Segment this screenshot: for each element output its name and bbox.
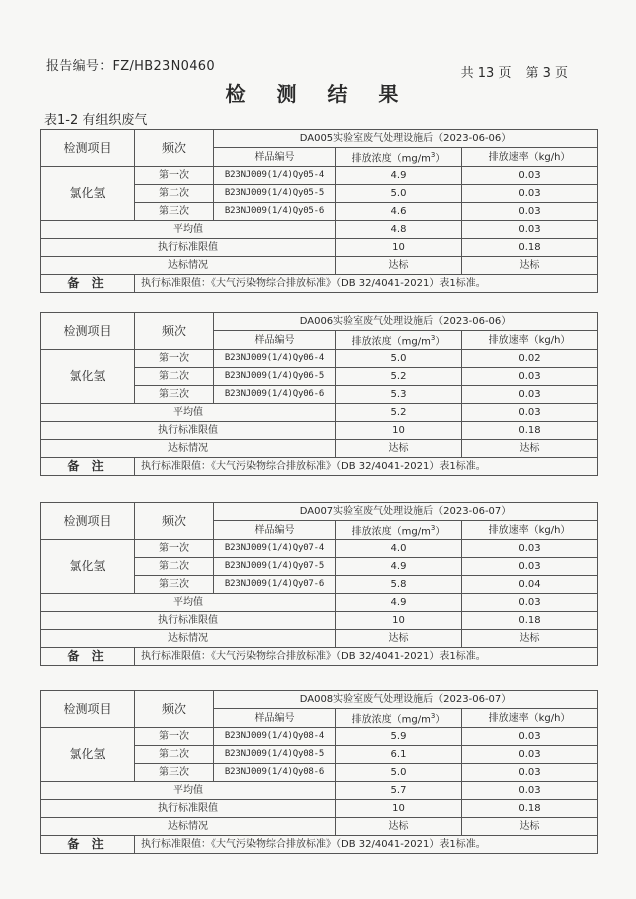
sample-no: B23NJ009(1/4)Qy06-5 (214, 368, 336, 386)
limit-concentration: 10 (336, 422, 462, 440)
header-concentration: 排放浓度$(mg/m^3)$ (336, 148, 462, 167)
limit-rate: 0.18 (462, 422, 598, 440)
status-row (41, 257, 598, 275)
status-rate: 达标 (462, 630, 598, 648)
table-header-row (41, 503, 598, 521)
header-rate: 排放速率（kg/h） (462, 148, 598, 167)
limit-label: 执行标准限值 (41, 612, 336, 630)
rate: 0.03 (462, 203, 598, 221)
status-row (41, 440, 598, 458)
frequency: 第一次 (135, 728, 214, 746)
rate: 0.02 (462, 350, 598, 368)
sample-no: B23NJ009(1/4)Qy05-4 (214, 167, 336, 185)
sample-no: B23NJ009(1/4)Qy06-4 (214, 350, 336, 368)
rate: 0.03 (462, 540, 598, 558)
status-concentration: 达标 (336, 257, 462, 275)
average-label: 平均值 (41, 221, 336, 239)
status-row (41, 630, 598, 648)
report-number: 报告编号：FZ/HB23N0460 (46, 59, 215, 74)
remark-row (41, 836, 598, 854)
header-rate: 排放速率（kg/h） (462, 331, 598, 350)
frequency: 第一次 (135, 540, 214, 558)
limit-concentration: 10 (336, 612, 462, 630)
table-header-row (41, 313, 598, 331)
header-concentration: 排放浓度$(mg/m^3)$ (336, 521, 462, 540)
remark-row (41, 275, 598, 293)
rate: 0.03 (462, 764, 598, 782)
concentration: 4.6 (336, 203, 462, 221)
table-row (41, 350, 598, 368)
status-label: 达标情况 (41, 257, 336, 275)
rate: 0.03 (462, 167, 598, 185)
limit-row (41, 612, 598, 630)
limit-label: 执行标准限值 (41, 422, 336, 440)
header-frequency: 频次 (135, 503, 214, 540)
frequency: 第一次 (135, 350, 214, 368)
item-name: 氯化氢 (41, 167, 135, 221)
header-sample-no: 样品编号 (214, 521, 336, 540)
header-item: 检测项目 (41, 313, 135, 350)
average-label: 平均值 (41, 782, 336, 800)
table-header-row (41, 691, 598, 709)
group-header: DA007实验室废气处理设施后（2023-06-07） (214, 503, 598, 521)
header-frequency: 频次 (135, 691, 214, 728)
item-name: 氯化氢 (41, 540, 135, 594)
status-label: 达标情况 (41, 630, 336, 648)
concentration: 5.0 (336, 350, 462, 368)
table-header-row (41, 130, 598, 148)
header-sample-no: 样品编号 (214, 709, 336, 728)
average-concentration: 5.7 (336, 782, 462, 800)
remark-text: 执行标准限值：《大气污染物综合排放标准》（DB 32/4041-2021）表1标准。 (135, 648, 598, 666)
remark-label: 备 注 (41, 648, 135, 666)
result-table (40, 690, 598, 854)
sample-no: B23NJ009(1/4)Qy05-6 (214, 203, 336, 221)
status-label: 达标情况 (41, 440, 336, 458)
concentration: 5.3 (336, 386, 462, 404)
average-rate: 0.03 (462, 404, 598, 422)
average-label: 平均值 (41, 404, 336, 422)
sample-no: B23NJ009(1/4)Qy07-6 (214, 576, 336, 594)
table-caption: 表1-2 有组织废气 (44, 113, 148, 128)
concentration: 4.9 (336, 167, 462, 185)
status-concentration: 达标 (336, 630, 462, 648)
average-concentration: 4.9 (336, 594, 462, 612)
header-concentration: 排放浓度$(mg/m^3)$ (336, 331, 462, 350)
status-label: 达标情况 (41, 818, 336, 836)
header-frequency: 频次 (135, 130, 214, 167)
group-header: DA006实验室废气处理设施后（2023-06-06） (214, 313, 598, 331)
average-row (41, 782, 598, 800)
remark-label: 备 注 (41, 275, 135, 293)
average-concentration: 4.8 (336, 221, 462, 239)
concentration: 5.2 (336, 368, 462, 386)
frequency: 第三次 (135, 764, 214, 782)
status-rate: 达标 (462, 818, 598, 836)
limit-rate: 0.18 (462, 239, 598, 257)
sample-no: B23NJ009(1/4)Qy05-5 (214, 185, 336, 203)
concentration: 4.9 (336, 558, 462, 576)
remark-row (41, 648, 598, 666)
header-item: 检测项目 (41, 691, 135, 728)
limit-row (41, 239, 598, 257)
concentration: 5.0 (336, 185, 462, 203)
item-name: 氯化氢 (41, 728, 135, 782)
frequency: 第三次 (135, 203, 214, 221)
result-table (40, 502, 598, 666)
sample-no: B23NJ009(1/4)Qy06-6 (214, 386, 336, 404)
sample-no: B23NJ009(1/4)Qy07-4 (214, 540, 336, 558)
rate: 0.03 (462, 728, 598, 746)
concentration: 4.0 (336, 540, 462, 558)
group-header: DA008实验室废气处理设施后（2023-06-07） (214, 691, 598, 709)
frequency: 第二次 (135, 558, 214, 576)
frequency: 第三次 (135, 576, 214, 594)
rate: 0.03 (462, 558, 598, 576)
table-row (41, 728, 598, 746)
limit-rate: 0.18 (462, 612, 598, 630)
sample-no: B23NJ009(1/4)Qy08-4 (214, 728, 336, 746)
limit-label: 执行标准限值 (41, 239, 336, 257)
status-rate: 达标 (462, 257, 598, 275)
remark-text: 执行标准限值：《大气污染物综合排放标准》（DB 32/4041-2021）表1标准。 (135, 836, 598, 854)
sample-no: B23NJ009(1/4)Qy08-6 (214, 764, 336, 782)
result-table (40, 129, 598, 293)
header-rate: 排放速率（kg/h） (462, 709, 598, 728)
frequency: 第二次 (135, 368, 214, 386)
limit-concentration: 10 (336, 239, 462, 257)
page-title: 检 测 结 果 (225, 82, 411, 106)
average-label: 平均值 (41, 594, 336, 612)
limit-rate: 0.18 (462, 800, 598, 818)
concentration: 5.8 (336, 576, 462, 594)
limit-label: 执行标准限值 (41, 800, 336, 818)
header-item: 检测项目 (41, 130, 135, 167)
average-row (41, 404, 598, 422)
rate: 0.03 (462, 746, 598, 764)
limit-row (41, 800, 598, 818)
remark-text: 执行标准限值：《大气污染物综合排放标准》（DB 32/4041-2021）表1标准。 (135, 275, 598, 293)
rate: 0.03 (462, 185, 598, 203)
result-table (40, 312, 598, 476)
total-pages: 共 13 页 (460, 66, 512, 81)
rate: 0.04 (462, 576, 598, 594)
frequency: 第一次 (135, 167, 214, 185)
table-row (41, 540, 598, 558)
frequency: 第三次 (135, 386, 214, 404)
sample-no: B23NJ009(1/4)Qy07-5 (214, 558, 336, 576)
status-concentration: 达标 (336, 440, 462, 458)
rate: 0.03 (462, 368, 598, 386)
status-rate: 达标 (462, 440, 598, 458)
concentration: 5.0 (336, 764, 462, 782)
header-item: 检测项目 (41, 503, 135, 540)
limit-concentration: 10 (336, 800, 462, 818)
item-name: 氯化氢 (41, 350, 135, 404)
average-row (41, 594, 598, 612)
status-row (41, 818, 598, 836)
header-sample-no: 样品编号 (214, 148, 336, 167)
remark-row (41, 458, 598, 476)
limit-row (41, 422, 598, 440)
header-frequency: 频次 (135, 313, 214, 350)
average-concentration: 5.2 (336, 404, 462, 422)
remark-text: 执行标准限值：《大气污染物综合排放标准》（DB 32/4041-2021）表1标准。 (135, 458, 598, 476)
group-header: DA005实验室废气处理设施后（2023-06-06） (214, 130, 598, 148)
remark-label: 备 注 (41, 458, 135, 476)
header-rate: 排放速率（kg/h） (462, 521, 598, 540)
remark-label: 备 注 (41, 836, 135, 854)
page-number: 第 3 页 (525, 66, 568, 81)
header-concentration: 排放浓度$(mg/m^3)$ (336, 709, 462, 728)
frequency: 第二次 (135, 185, 214, 203)
concentration: 6.1 (336, 746, 462, 764)
table-row (41, 167, 598, 185)
average-row (41, 221, 598, 239)
average-rate: 0.03 (462, 594, 598, 612)
average-rate: 0.03 (462, 782, 598, 800)
rate: 0.03 (462, 386, 598, 404)
sample-no: B23NJ009(1/4)Qy08-5 (214, 746, 336, 764)
average-rate: 0.03 (462, 221, 598, 239)
frequency: 第二次 (135, 746, 214, 764)
concentration: 5.9 (336, 728, 462, 746)
status-concentration: 达标 (336, 818, 462, 836)
header-sample-no: 样品编号 (214, 331, 336, 350)
